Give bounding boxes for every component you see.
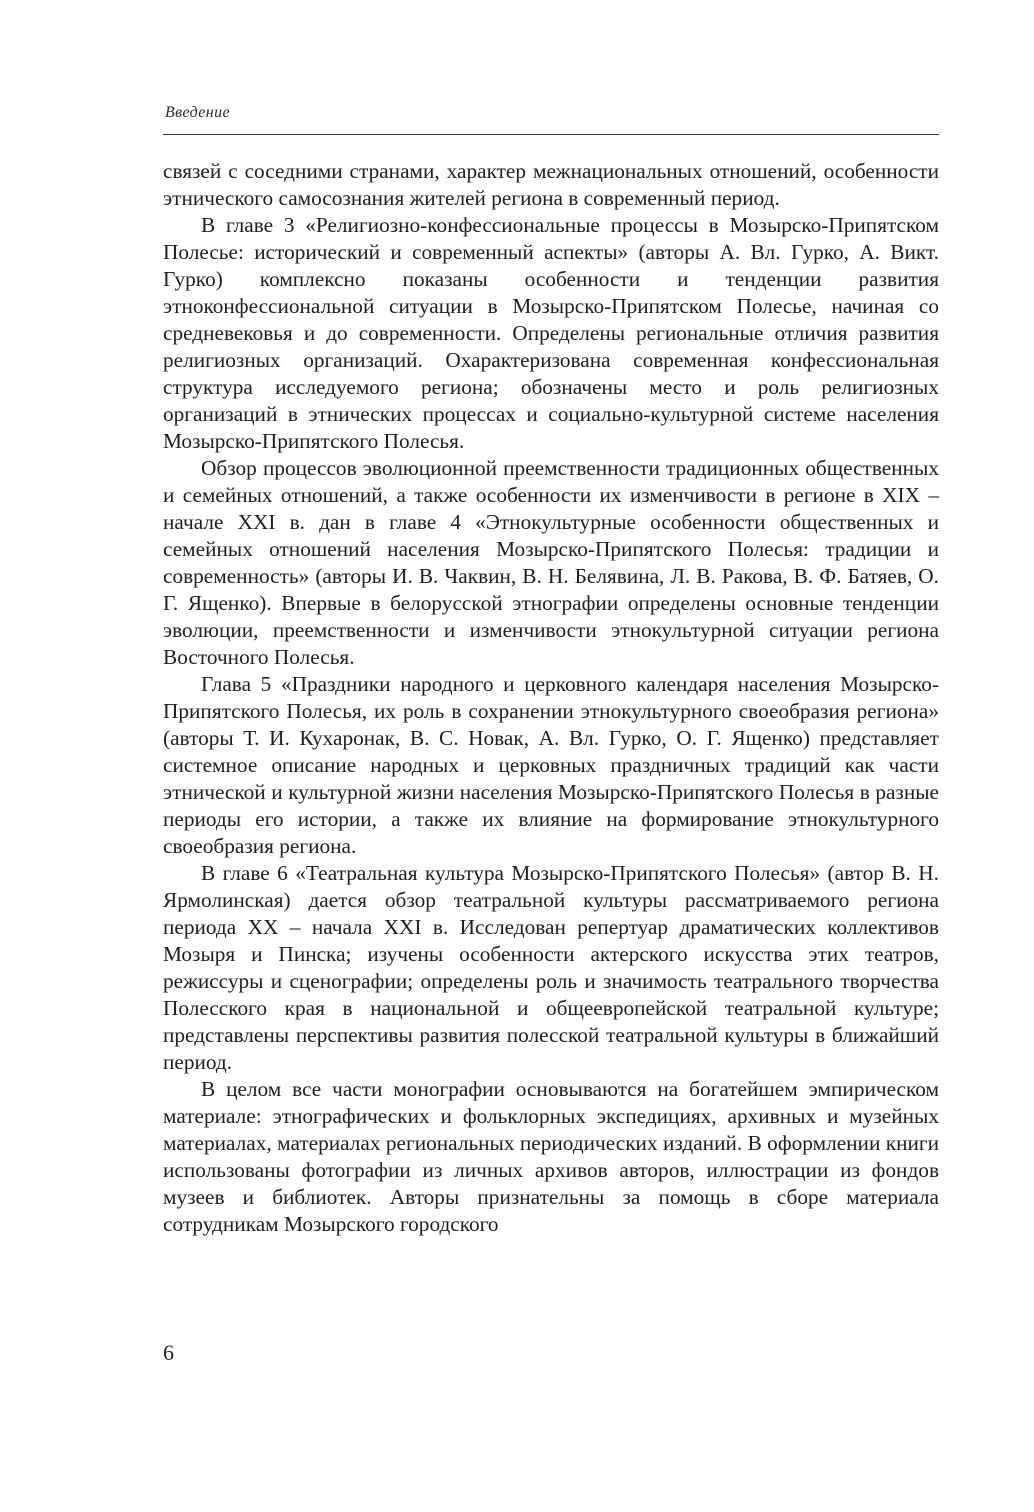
paragraph: Глава 5 «Праздники народного и церковного календаря населения Мозырско-Припятского Полесья, их роль в сохранении этнокультурного своеобразия региона» (авторы Т. И. Кухаронак, В. С. Новак, А. Вл. Гурко, О. Г. Ященко) представляет системное описание народных и церковных праздничных традиций как части этнической и культурной жизни населения Мозырско-Припятского Полесья в разные периоды его истории, а также их влияние на формирование этнокультурного своеобразия региона. bbox=[163, 672, 939, 858]
paragraph: Обзор процессов эволюционной преемственности традиционных общественных и семейных отношений, а также особенности их изменчивости в регионе в XIX – начале XXI в. дан в главе 4 «Этнокультурные особенности общественных и семейных отношений населения Мозырско-Припятского Полесья: традиции и современность» (авторы И. В. Чаквин, В. Н. Белявина, Л. В. Ракова, В. Ф. Батяев, О. Г. Ященко). Впервые в белорусской этнографии определены основные тенденции эволюции, преемственности и изменчивости этнокультурной ситуации региона Восточного Полесья. bbox=[163, 456, 939, 669]
running-head: Введение bbox=[165, 104, 231, 121]
paragraph: связей с соседними странами, характер межнациональных отношений, особенности этнического самосознания жителей региона в современный период. bbox=[163, 159, 939, 210]
paragraph: В главе 6 «Театральная культура Мозырско-Припятского Полесья» (автор В. Н. Ярмолинская) дается обзор театральной культуры рассматриваемого региона периода XX – начала XXI в. Исследован репертуар драматических коллективов Мозыря и Пинска; изучены особенности актерского искусства этих театров, режиссуры и сценографии; определены роль и значимость театрального творчества Полесского края в национальной и общеевропейской театральной культуре; представлены перспективы развития полесской театральной культуры в ближайший период. bbox=[163, 861, 939, 1074]
paragraph: В главе 3 «Религиозно-конфессиональные процессы в Мозырско-Припятском Полесье: исторический и современный аспекты» (авторы А. Вл. Гурко, А. Викт. Гурко) комплексно показаны особенности и тенденции развития этноконфессиональной ситуации в Мозырско-Припятском Полесье, начиная со средневековья и до современности. Определены региональные отличия развития религиозных организаций. Охарактеризована современная конфессиональная структура исследуемого региона; обозначены место и роль религиозных организаций в этнических процессах и социально-культурной системе населения Мозырско-Припятского Полесья. bbox=[163, 213, 939, 453]
paragraph: В целом все части монографии основываются на богатейшем эмпирическом материале: этнографических и фольклорных экспедициях, архивных и музейных материалах, материалах региональных периодических изданий. В оформлении книги использованы фотографии из личных архивов авторов, иллюстрации из фондов музеев и библиотек. Авторы признательны за помощь в сборе материала сотрудникам Мозырского городского bbox=[163, 1077, 939, 1236]
body-text bbox=[163, 158, 939, 1238]
header-rule bbox=[163, 134, 939, 135]
page-number: 6 bbox=[163, 1340, 174, 1365]
